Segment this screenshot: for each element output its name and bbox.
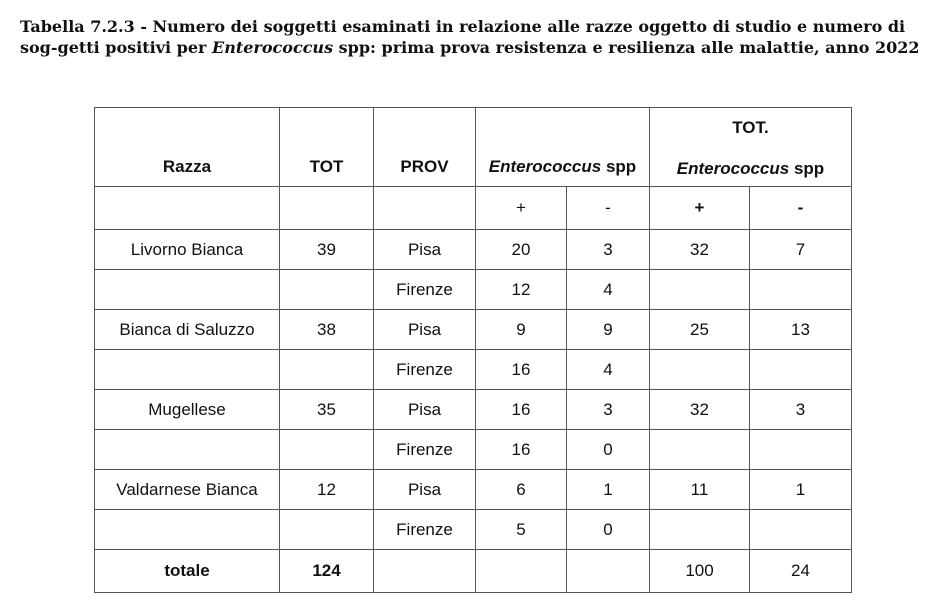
cell-prov: Pisa <box>374 310 476 350</box>
cell-tot <box>280 350 374 390</box>
sign-entero-positive: + <box>476 187 567 230</box>
cell-entero-negative: 0 <box>567 430 650 470</box>
table-caption <box>20 16 920 58</box>
cell-tot-positive <box>650 430 750 470</box>
table-row <box>95 350 852 390</box>
total-pos <box>476 550 567 593</box>
cell-prov: Pisa <box>374 470 476 510</box>
cell-entero-negative: 4 <box>567 350 650 390</box>
cell-entero-negative: 3 <box>567 390 650 430</box>
table-row <box>95 230 852 270</box>
cell-tot <box>280 430 374 470</box>
cell-entero-negative: 4 <box>567 270 650 310</box>
cell-prov: Firenze <box>374 430 476 470</box>
table-row <box>95 430 852 470</box>
cell-entero-negative: 1 <box>567 470 650 510</box>
cell-prov: Firenze <box>374 270 476 310</box>
cell-entero-positive: 12 <box>476 270 567 310</box>
cell-razza: Livorno Bianca <box>95 230 280 270</box>
cell-entero-positive: 6 <box>476 470 567 510</box>
header-razza: Razza <box>95 108 280 187</box>
cell-entero-positive: 9 <box>476 310 567 350</box>
header-tot-enterococcus-genus: Enterococcus <box>676 159 790 178</box>
sign-empty-prov <box>374 187 476 230</box>
cell-razza: Bianca di Saluzzo <box>95 310 280 350</box>
table-row <box>95 470 852 510</box>
total-tot: 124 <box>280 550 374 593</box>
total-tot-pos: 100 <box>650 550 750 593</box>
cell-tot-negative: 1 <box>750 470 852 510</box>
cell-tot: 12 <box>280 470 374 510</box>
cell-tot-positive <box>650 270 750 310</box>
cell-tot-positive: 25 <box>650 310 750 350</box>
total-label: totale <box>95 550 280 593</box>
cell-entero-positive: 16 <box>476 430 567 470</box>
cell-tot: 35 <box>280 390 374 430</box>
sign-entero-negative: - <box>567 187 650 230</box>
cell-tot <box>280 270 374 310</box>
cell-entero-positive: 16 <box>476 390 567 430</box>
caption-suffix: spp: prima prova resistenza e resilienza alle malattie, anno 2022 <box>333 38 920 57</box>
caption-italic: Enterococcus <box>212 38 334 57</box>
cell-entero-positive: 20 <box>476 230 567 270</box>
cell-entero-negative: 3 <box>567 230 650 270</box>
header-tot-enterococcus <box>650 108 852 187</box>
cell-prov: Pisa <box>374 390 476 430</box>
table-row <box>95 310 852 350</box>
total-neg <box>567 550 650 593</box>
cell-tot: 39 <box>280 230 374 270</box>
cell-entero-negative: 9 <box>567 310 650 350</box>
header-tot-label: TOT. <box>732 118 769 137</box>
table-row <box>95 270 852 310</box>
total-tot-neg: 24 <box>750 550 852 593</box>
cell-entero-positive: 16 <box>476 350 567 390</box>
data-body <box>95 230 852 550</box>
cell-entero-positive: 5 <box>476 510 567 550</box>
cell-razza <box>95 350 280 390</box>
cell-tot-positive: 32 <box>650 390 750 430</box>
cell-razza <box>95 430 280 470</box>
cell-tot-positive: 11 <box>650 470 750 510</box>
cell-prov: Pisa <box>374 230 476 270</box>
cell-tot-negative <box>750 270 852 310</box>
cell-prov: Firenze <box>374 510 476 550</box>
cell-razza <box>95 510 280 550</box>
cell-razza: Valdarnese Bianca <box>95 470 280 510</box>
cell-tot-negative: 7 <box>750 230 852 270</box>
header-prov: PROV <box>374 108 476 187</box>
cell-tot-positive <box>650 350 750 390</box>
cell-tot-negative: 13 <box>750 310 852 350</box>
header-tot-enterococcus-spp: spp <box>789 159 825 178</box>
sign-empty-tot <box>280 187 374 230</box>
cell-entero-negative: 0 <box>567 510 650 550</box>
cell-tot-negative: 3 <box>750 390 852 430</box>
cell-tot-negative <box>750 350 852 390</box>
cell-tot-negative <box>750 510 852 550</box>
cell-tot-positive: 32 <box>650 230 750 270</box>
total-row <box>95 550 852 593</box>
header-enterococcus-genus: Enterococcus <box>488 157 602 176</box>
header-row <box>95 108 852 187</box>
total-body <box>95 550 852 593</box>
enterococcus-table <box>94 107 852 593</box>
cell-prov: Firenze <box>374 350 476 390</box>
table-row <box>95 510 852 550</box>
sign-tot-negative: - <box>750 187 852 230</box>
cell-tot-positive <box>650 510 750 550</box>
cell-tot <box>280 510 374 550</box>
table-row <box>95 390 852 430</box>
cell-razza: Mugellese <box>95 390 280 430</box>
table-body <box>95 108 852 230</box>
sign-empty-razza <box>95 187 280 230</box>
header-enterococcus <box>476 108 650 187</box>
sign-tot-positive: + <box>650 187 750 230</box>
cell-tot-negative <box>750 430 852 470</box>
cell-tot: 38 <box>280 310 374 350</box>
sign-row <box>95 187 852 230</box>
cell-razza <box>95 270 280 310</box>
total-prov <box>374 550 476 593</box>
caption-prefix: Tabella 7.2.3 - Numero dei soggetti esaminati in relazione alle razze oggetto di studio e numero di sog-getti positivi per <box>20 17 906 57</box>
header-enterococcus-spp: spp <box>601 157 637 176</box>
header-tot: TOT <box>280 108 374 187</box>
